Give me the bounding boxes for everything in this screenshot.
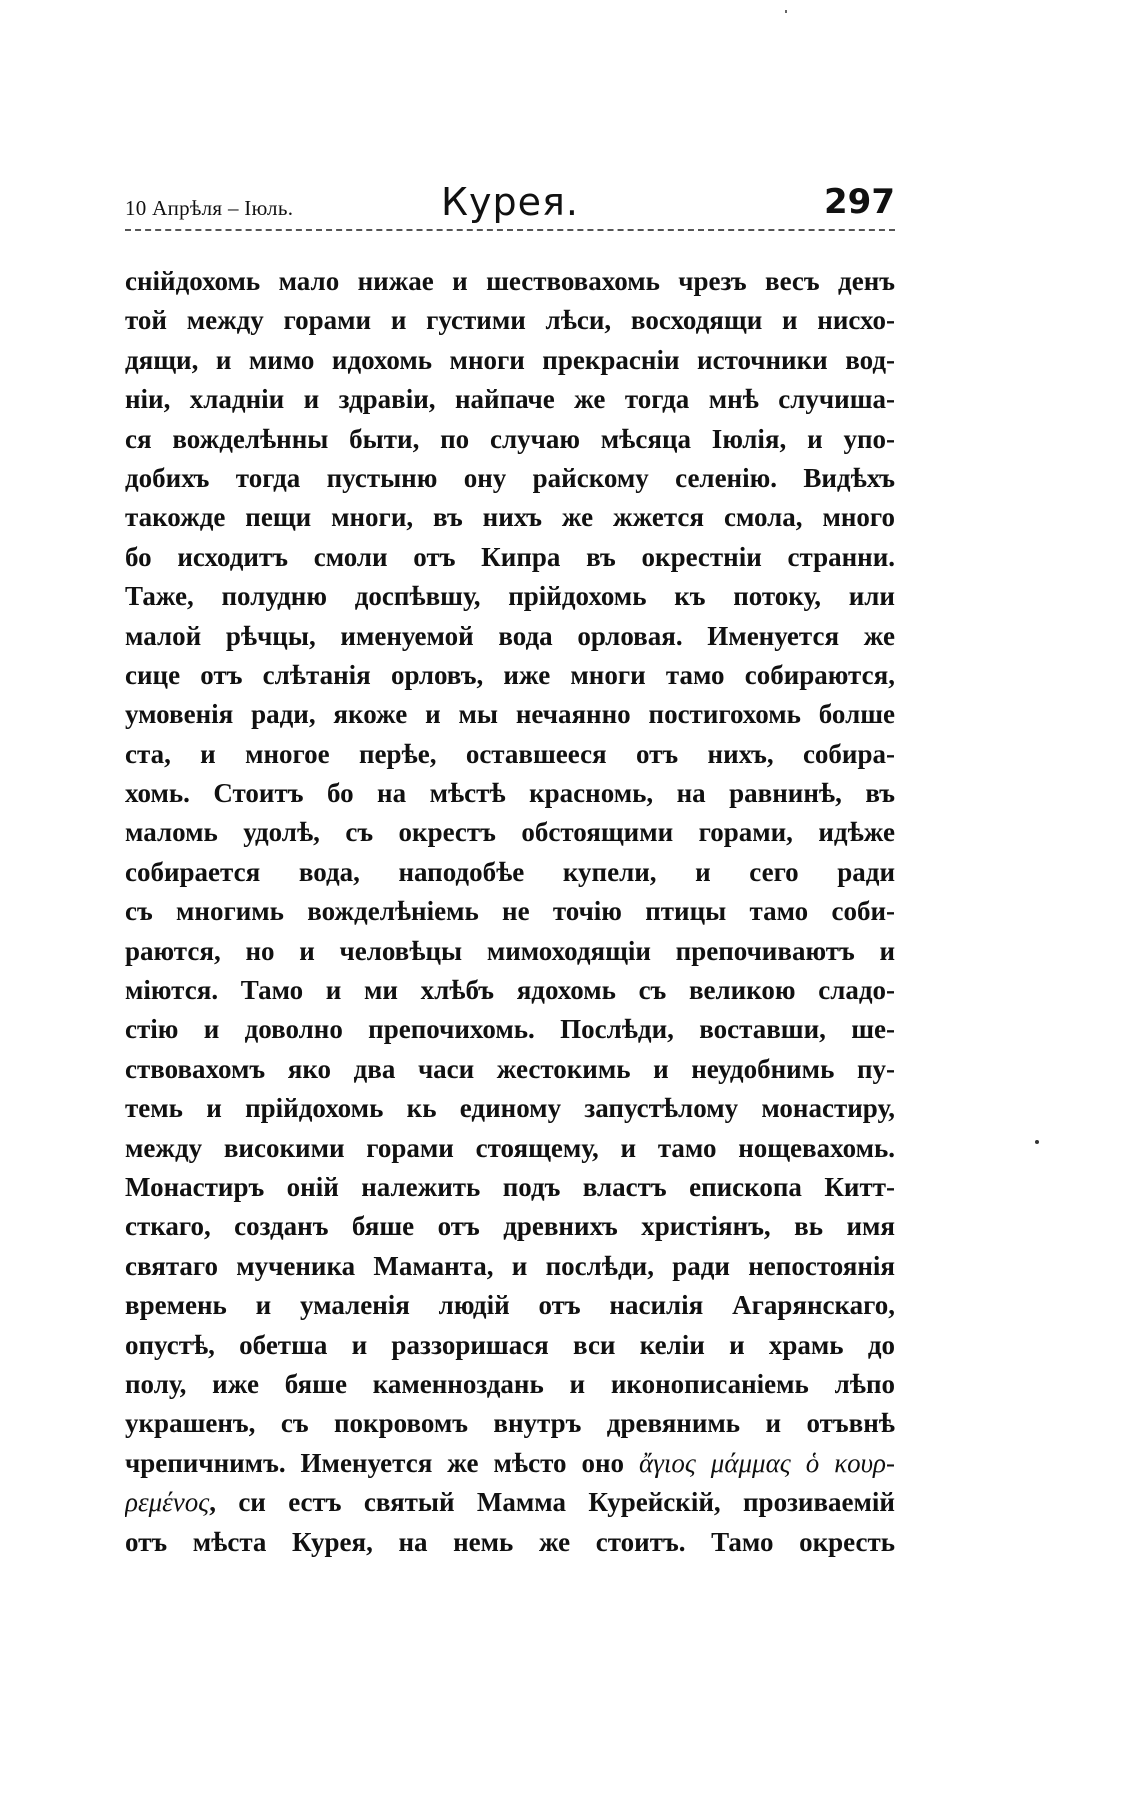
text-line: добихъ тогда пустыню ону райскому селенію. Видѣхъ bbox=[125, 462, 895, 493]
greek-phrase: ἄγιος μάμμας ὁ κουρ- bbox=[639, 1447, 895, 1478]
running-title: Курея. bbox=[441, 180, 579, 224]
text-line: умовенія ради, якоже и мы нечаянно постигохомь болше bbox=[125, 699, 895, 730]
header-date-range: 10 Апрѣля – Іюль. bbox=[125, 196, 294, 220]
text-line: такожде пещи многи, въ нихъ же жжется смола, много bbox=[125, 502, 895, 533]
text-line: той между горами и густими лѣси, восходящи и нисхо- bbox=[125, 305, 895, 336]
text-line: міются. Тамо и ми хлѣбъ ядохомь съ великою сладо- bbox=[125, 975, 895, 1006]
text-line: хомь. Стоитъ бо на мѣстѣ красномь, на равнинѣ, въ bbox=[125, 778, 895, 809]
text-line: дящи, и мимо идохомь многи прекрасніи источники вод- bbox=[125, 344, 895, 375]
text-line: Монастиръ оній належить подъ властъ епископа Китт- bbox=[125, 1171, 895, 1202]
page-number: 297 bbox=[824, 182, 895, 222]
text-line: ся вожделѣнны быти, по случаю мѣсяца Іюлія, и упо- bbox=[125, 423, 895, 454]
text-line: раются, но и человѣцы мимоходящіи препочиваютъ и bbox=[125, 935, 895, 966]
text-line: стію и доволно препочихомь. Послѣди, воставши, ше- bbox=[125, 1014, 895, 1045]
text-segment: чрепичнимъ. Именуется же мѣсто оно bbox=[125, 1447, 625, 1478]
running-header bbox=[125, 178, 895, 228]
text-line: снійдохомь мало нижае и шествовахомь чрезъ весъ денъ bbox=[125, 266, 895, 296]
scan-speck bbox=[785, 10, 787, 13]
text-line: святаго мученика Маманта, и послѣди, ради непостоянія bbox=[125, 1250, 895, 1281]
text-line: сице отъ слѣтанія орловъ, иже многи тамо собираются, bbox=[125, 659, 895, 690]
body-text bbox=[125, 262, 895, 1562]
text-line: опустѣ, обетша и раззоришася вси келіи и храмь до bbox=[125, 1329, 895, 1360]
text-line: Таже, полудню доспѣвшу, прійдохомь къ потоку, или bbox=[125, 581, 895, 612]
header-rule bbox=[125, 229, 895, 231]
text-line: полу, иже бяше каменноздань и иконописаніемь лѣпо bbox=[125, 1368, 895, 1399]
text-line: отъ мѣста Курея, на немь же стоитъ. Тамо окресть bbox=[125, 1526, 895, 1557]
text-line: ста, и многое перѣе, оставшееся отъ нихъ, собира- bbox=[125, 738, 895, 769]
text-line: маломь удолѣ, съ окрестъ обстоящими горами, идѣже bbox=[125, 817, 895, 848]
scan-speck bbox=[1035, 1140, 1039, 1144]
text-line: съ многимь вожделѣніемь не точію птицы тамо соби- bbox=[125, 896, 895, 927]
text-line: времень и умаленія людій отъ насилія Агарянскаго, bbox=[125, 1290, 895, 1321]
text-line: ствовахомъ яко два часи жестокимь и неудобнимь пу- bbox=[125, 1053, 895, 1084]
text-line-with-greek bbox=[125, 1483, 895, 1522]
text-line: малой рѣчцы, именуемой вода орловая. Именуется же bbox=[125, 620, 895, 651]
text-line: украшенъ, съ покровомъ внутръ древянимь и отъвнѣ bbox=[125, 1408, 895, 1439]
text-line-with-greek bbox=[125, 1444, 895, 1483]
text-line: бо исходитъ смоли отъ Кипра въ окрестніи странни. bbox=[125, 541, 895, 572]
text-line: между високими горами стоящему, и тамо нощевахомь. bbox=[125, 1132, 895, 1163]
greek-phrase: ρεμένος bbox=[125, 1487, 210, 1518]
text-line: собирается вода, наподобѣе купели, и сего ради bbox=[125, 856, 895, 887]
text-segment bbox=[125, 1487, 895, 1517]
text-line: темь и прійдохомь кь единому запустѣлому монастиру, bbox=[125, 1093, 895, 1124]
text-line: сткаго, созданъ бяше отъ древнихъ христіянъ, вь имя bbox=[125, 1211, 895, 1242]
text-segment: , си естъ святый Мамма Курейскій, прозиваемій bbox=[209, 1487, 895, 1518]
text-line: ніи, хладніи и здравіи, найпаче же тогда мнѣ случиша- bbox=[125, 384, 895, 415]
